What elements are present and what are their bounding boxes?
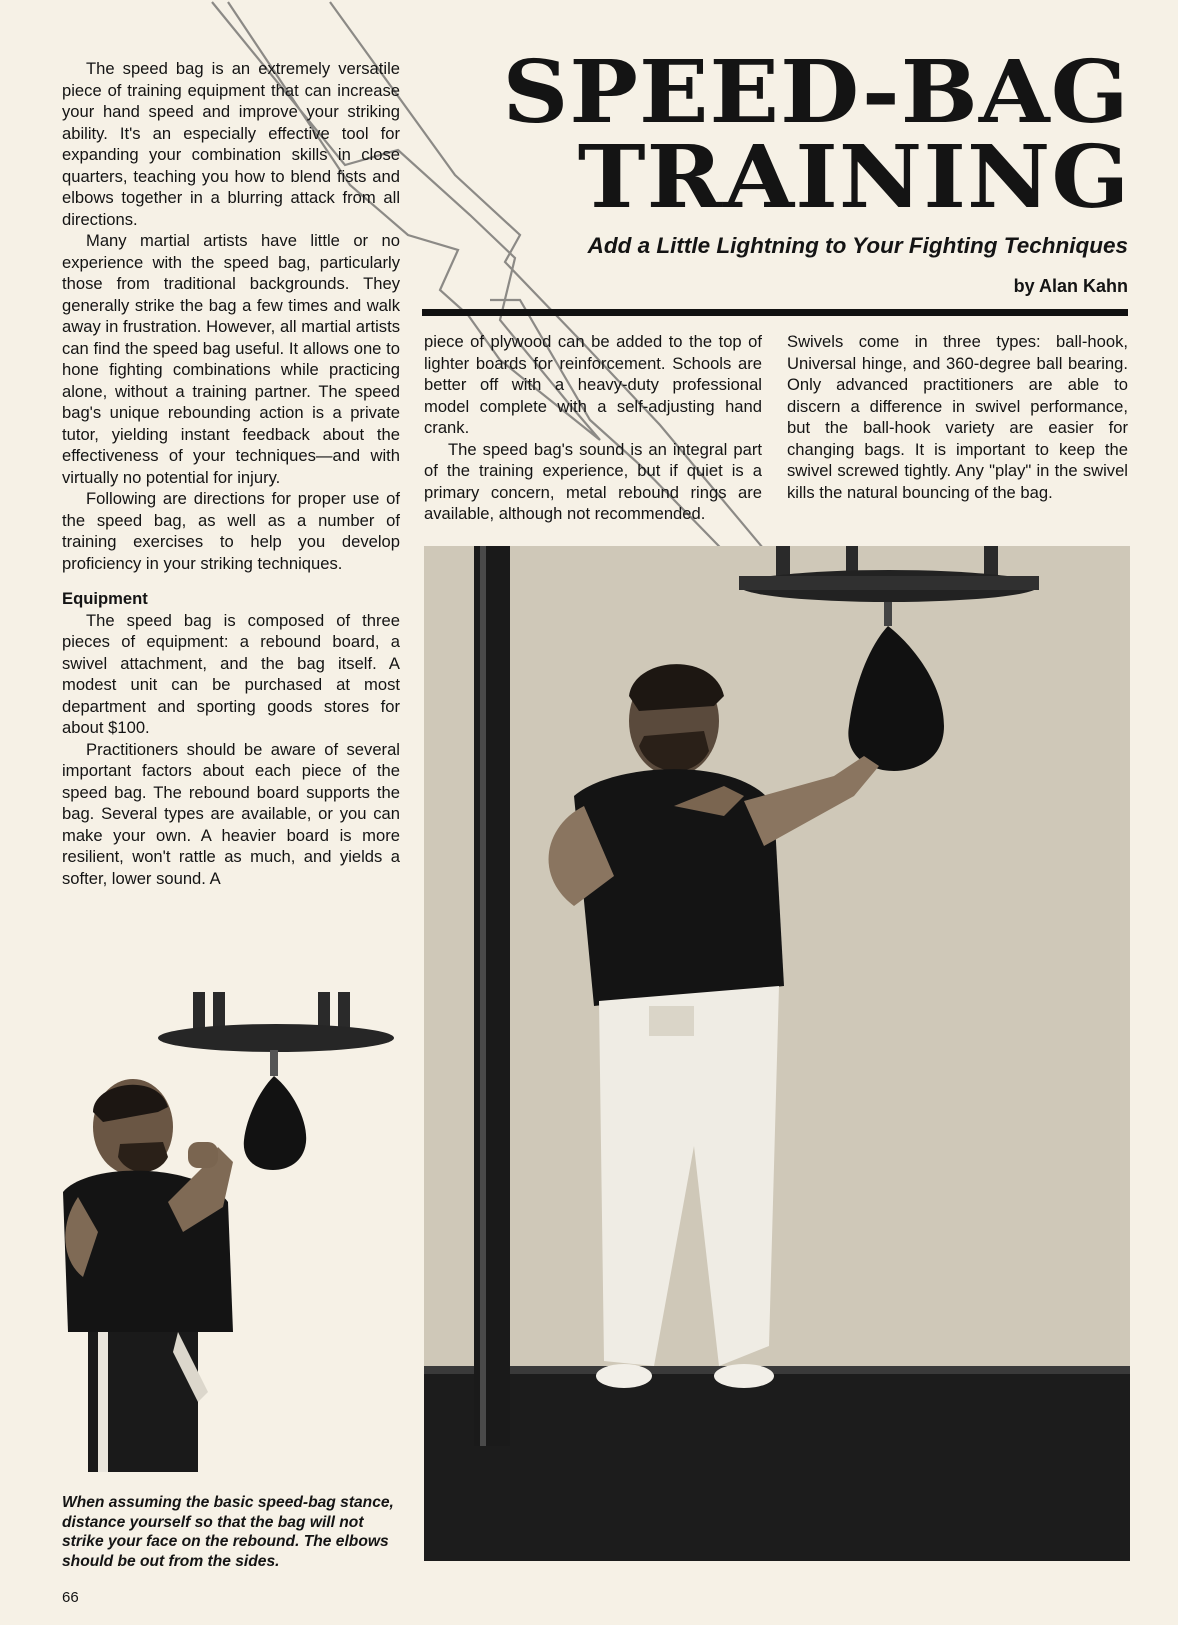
body-column-3 [787, 331, 1128, 503]
stance-photo [58, 992, 408, 1472]
paragraph: The speed bag is an extremely versatile piece of training equipment that can increase your hand speed and improve your striking ability. It's an especially effective tool for expanding your combination skills in close quarters, teaching you how to blend fists and elbows together in a blurring attack from all directions. [62, 59, 400, 229]
body-column-2 [424, 331, 762, 525]
article-title-line-2: TRAINING [577, 127, 1130, 228]
paragraph: Following are directions for proper use of the speed bag, as well as a number of training exercises to help you develop proficiency in your striking techniques. [62, 489, 400, 573]
title-rule [422, 309, 1128, 316]
paragraph: The speed bag's sound is an integral part of the training experience, but if quiet is a primary concern, metal rebound rings are available, although not recommended. [424, 439, 762, 523]
paragraph: piece of plywood can be added to the top of lighter boards for reinforcement. Schools are better off with a heavy-duty professional model complete with a self-adjusting hand crank. [424, 332, 762, 437]
paragraph: Swivels come in three types: ball-hook, Universal hinge, and 360-degree ball bearing. Only advanced practitioners are able to discern a difference in swivel performance, but the ball-hook variety are easier for changing bags. It is important to keep the swivel screwed tightly. Any "play" in the swivel kills the natural bouncing of the bag. [787, 332, 1128, 502]
article-title-line-1: SPEED-BAG [502, 42, 1130, 143]
page-number: 66 [62, 1589, 79, 1606]
main-photo [424, 546, 1130, 1561]
paragraph: The speed bag is composed of three pieces of equipment: a rebound board, a swivel attachment, and the bag itself. A modest unit can be purchased at most department and sporting goods stores for about $100. [62, 610, 400, 737]
byline: by Alan Kahn [1013, 276, 1128, 296]
photo-caption: When assuming the basic speed-bag stance, distance yourself so that the bag will not strike your face on the rebound. The elbows should be out from the sides. [62, 1494, 394, 1570]
paragraph: Practitioners should be aware of several important factors about each piece of the speed bag. The rebound board supports the bag. Several types are available, or you can make your own. A heavier board is more resilient, won't rattle as much, and yields a softer, lower sound. A [62, 739, 400, 888]
paragraph: Many martial artists have little or no experience with the speed bag, particularly those from traditional backgrounds. They generally strike the bag a few times and walk away in frustration. However, all martial artists can find the speed bag useful. It allows one to hone fighting combinations while practicing alone, without a training partner. The speed bag's unique rebounding action is a private tutor, yielding instant feedback about the effectiveness of your techniques—and with virtually no potential for injury. [62, 231, 400, 487]
body-column-1 [62, 58, 400, 889]
article-subtitle: Add a Little Lightning to Your Fighting Techniques [587, 233, 1128, 258]
section-heading-equipment: Equipment [62, 589, 148, 608]
